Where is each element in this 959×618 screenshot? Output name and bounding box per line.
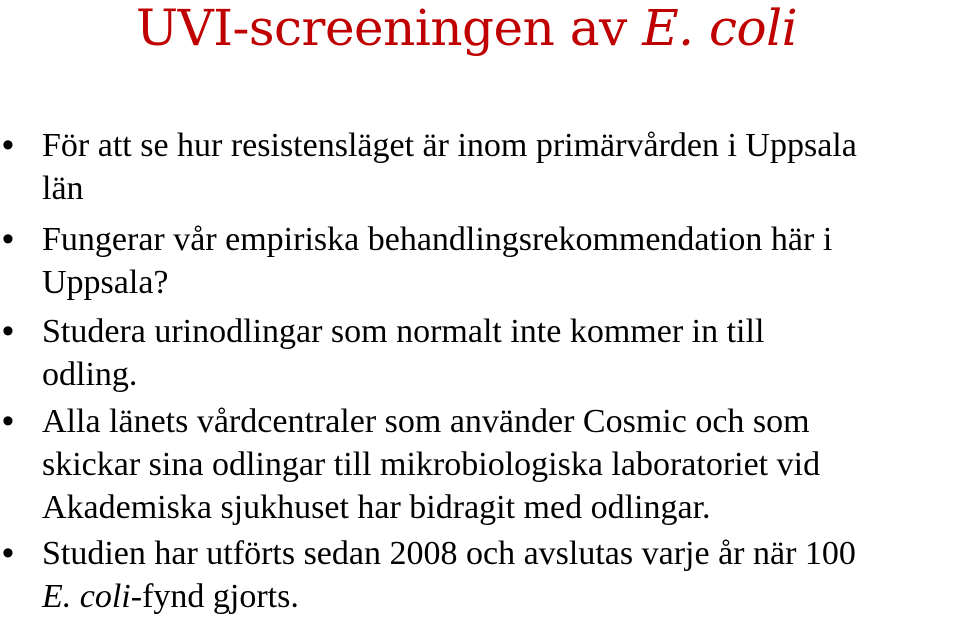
bullet-marker: • xyxy=(2,534,14,572)
bullet-line: Uppsala? xyxy=(42,264,169,301)
bullet-line: Alla länets vårdcentraler som använder Cosmic och som xyxy=(42,403,810,440)
bullet-line: Studien har utförts sedan 2008 och avslutas varje år när 100 xyxy=(42,535,856,572)
bullet-line: Akademiska sjukhuset har bidragit med odlingar. xyxy=(42,489,711,526)
bullet-text xyxy=(42,532,957,618)
bullet-line-rest: -fynd gjorts. xyxy=(130,578,299,615)
bullet-line: skickar sina odlingar till mikrobiologiska laboratoriet vid xyxy=(42,446,821,483)
bullet-marker: • xyxy=(2,220,14,258)
bullet-line: Fungerar vår empiriska behandlingsrekommendation här i xyxy=(42,221,833,258)
bullet-marker: • xyxy=(2,126,14,164)
bullet-line: Studera urinodlingar som normalt inte kommer in till xyxy=(42,313,765,350)
slide-title-italic: E. coli xyxy=(642,0,798,57)
bullet-line: odling. xyxy=(42,356,138,393)
species-name: E. coli xyxy=(42,578,131,615)
bullet-line: län xyxy=(42,170,84,207)
slide-title xyxy=(136,0,797,56)
bullet-marker: • xyxy=(2,312,14,350)
bullet-text xyxy=(42,124,957,210)
bullet-line: För att se hur resistensläget är inom primärvården i Uppsala xyxy=(42,127,857,164)
slide-title-main: UVI-screeningen av xyxy=(136,0,643,57)
bullet-marker: • xyxy=(2,402,14,440)
bullet-text xyxy=(42,400,957,529)
bullet-line-last xyxy=(42,575,957,618)
bullet-text xyxy=(42,218,957,304)
bullet-text xyxy=(42,310,957,396)
